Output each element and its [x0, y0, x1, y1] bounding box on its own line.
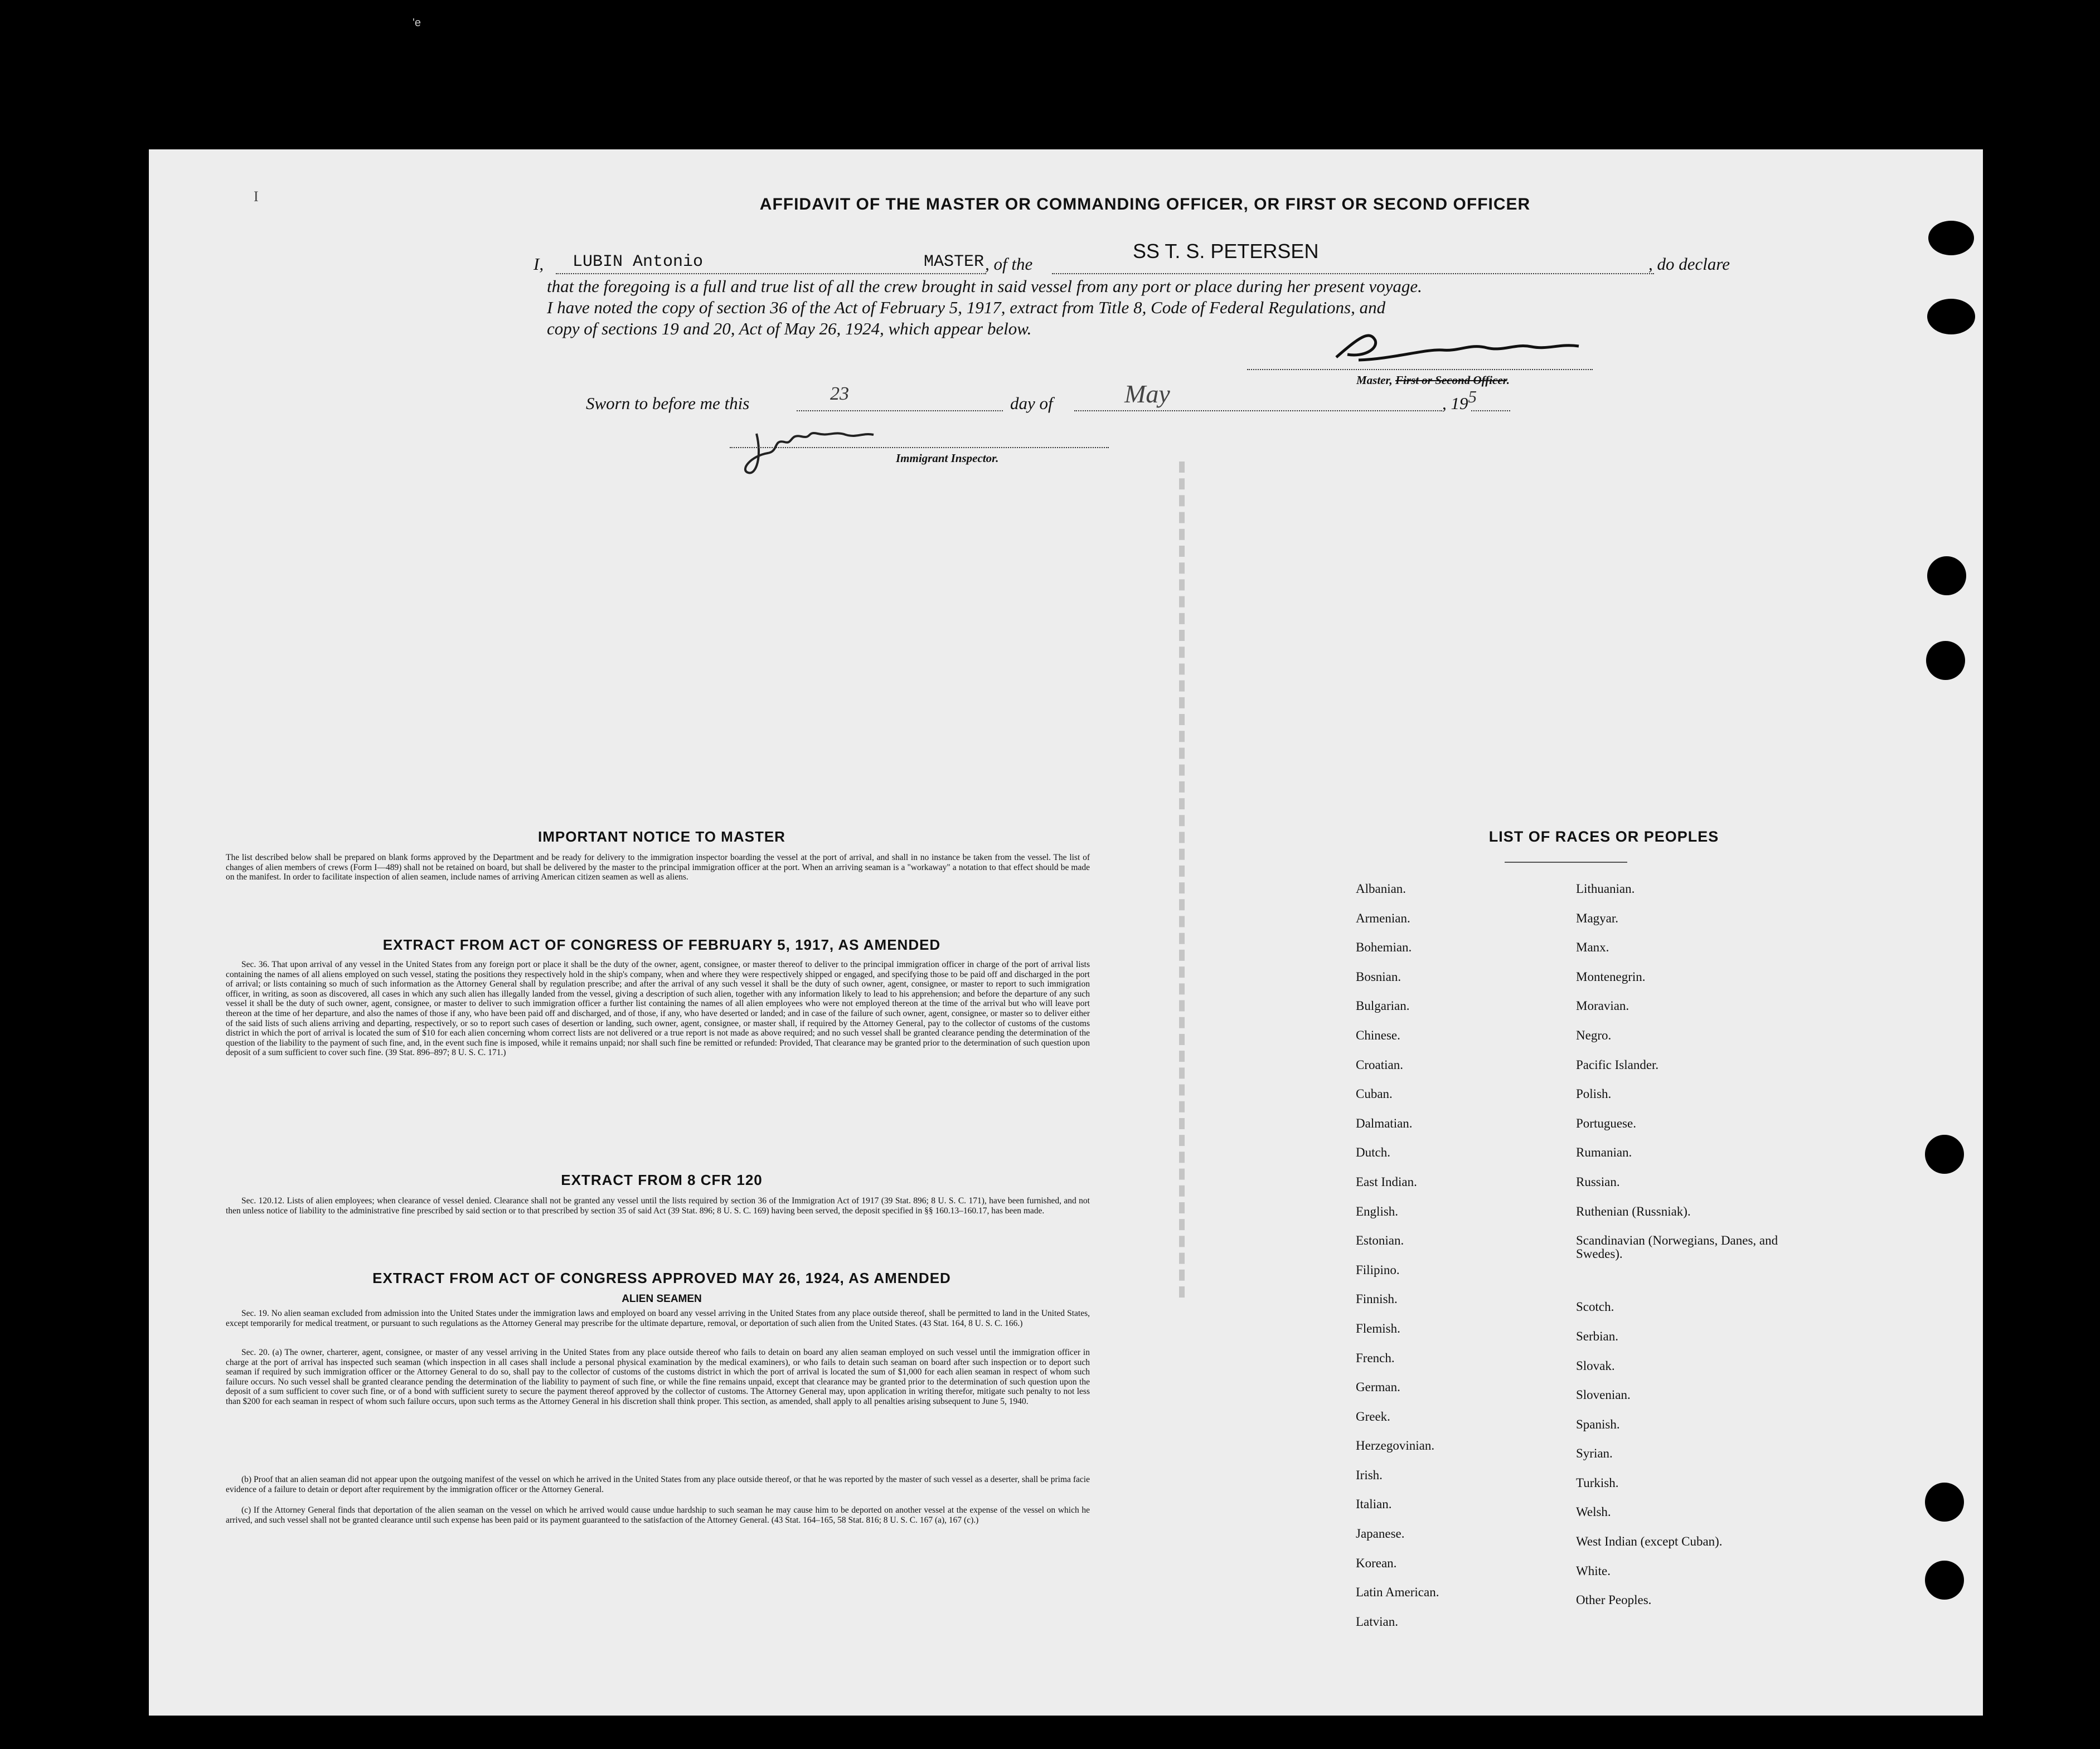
race-item: Cuban.	[1356, 1087, 1393, 1101]
race-item: Turkish.	[1576, 1475, 1619, 1490]
extract-1917-text: Sec. 36. That upon arrival of any vessel in the United States from any foreign port or place it shall be the duty of the owner, agent, consignee, or master thereof to deliver to the principal immigration officer in charge of the port of arrival lists containing the names of all aliens employed on such vessel, stating the positions they respectively hold in the ship's company, when and where they were respectively shipped or engaged, and specifying those to be paid off and discharged in the port of arrival; or lists containing so much of such information as the Attorney General shall by regulation prescribe; and after the arrival of any such vessel it shall be the duty of such owner, agent, consignee, or master to report to such immigration officer, in writing, as soon as discovered, all cases in which any such alien has illegally landed from the vessel, giving a description of such alien, together with any information likely to lead to his apprehension; and before the departure of any such vessel it shall be the duty of such owner, agent, consignee, or master to deliver to such immigration officer a further list containing the names of all alien employees who were not employed thereon at the time of the arrival but who will leave port thereon at the time of her departure, and also the names of those if any, who have been paid off and discharged, and of those, if any, who have deserted or landed; and in case of the failure of such owner, agent, consignee, or master so to deliver either of the said lists of such aliens arriving and departing, respectively, or so to report such cases of desertion or landing, such owner, agent, consignee, or master shall, if required by the Attorney General, pay to the collector of customs of the customs district in which the port of arrival is located the sum of $10 for each alien concerning whom correct lists are not delivered or a true report is not made as above required; and no such vessel shall be granted clearance pending the determination of the question of the liability to the payment of such fine, and, in the event such fine is imposed, while it remains unpaid; nor shall such fine be remitted or refunded: Provided, That clearance may be granted prior to the determination of such question upon deposit of a sum sufficient to cover such fine. (39 Stat. 896–897; 8 U. S. C. 171.)	[226, 960, 1090, 1058]
extract-8cfr-text: Sec. 120.12. Lists of alien employees; when clearance of vessel denied. Clearance shall not be granted any vessel until the lists required by section 36 of the Immigration Act of 1917 (39 Stat. 896; 8 U. S. C. 171), have been furnished, and not then unless notice of liability to the administrative fine prescribed by said section or to that prescribed by section 35 of said Act (39 Stat. 896; 8 U. S. C. 169) having been served, the deposit specified in §§ 160.13–160.17, has been made.	[226, 1196, 1090, 1216]
race-item: Irish.	[1356, 1468, 1383, 1482]
master-name-field: LUBIN Antonio	[573, 252, 704, 271]
races-column-2	[1576, 875, 1799, 1615]
race-item: Spanish.	[1576, 1417, 1620, 1431]
race-item: Armenian.	[1356, 911, 1410, 925]
race-item: Herzegovinian.	[1356, 1439, 1435, 1453]
affidavit-line-3: copy of sections 19 and 20, Act of May 26, 1924, which appear below.	[547, 319, 1032, 338]
sec-20a-text: Sec. 20. (a) The owner, charterer, agent, consignee, or master of any vessel arriving in the United States from any place outside thereof who fails to detain on board any alien seaman employed on such vessel until the immigration officer in charge at the port of arrival has inspected such seaman (which inspection in all cases shall include a personal physical examination by the medical examiners), or who fails to detain such seaman on board after such inspection or to deport such seaman if required by such immigration officer or the Attorney General to do so, shall pay to the collector of customs of the customs district in which the port of arrival is located the sum of $1,000 for each alien seaman in respect of whom such failure occurs. No such vessel shall be granted clearance pending the determination of the liability to payment of such fine, or while the fine remains unpaid, except that clearance may be granted prior to the determination of such question upon the deposit of a sum sufficient to cover such fine, or of a bond with sufficient surety to secure the payment thereof approved by the collector of customs. The Attorney General may, upon application in writing therefor, mitigate such penalty to not less than $200 for each seaman in respect of whom such failure occurs, upon such terms as the Attorney General in his discretion shall think proper. This section, as amended, shall apply to all penalties arising subsequent to June 5, 1940.	[226, 1348, 1090, 1406]
race-item: Estonian.	[1356, 1233, 1404, 1248]
vessel-name-field: SS T. S. PETERSEN	[1133, 240, 1319, 263]
race-item: Finnish.	[1356, 1292, 1398, 1306]
race-item: West Indian (except Cuban).	[1576, 1534, 1723, 1549]
punch-hole	[1927, 556, 1966, 595]
race-item: Dalmatian.	[1356, 1116, 1413, 1130]
notice-text: The list described below shall be prepared on blank forms approved by the Department and be ready for delivery to the immigration inspector boarding the vessel at the port of arrival, and shall in no instance be taken from the vessel. The list of changes of alien members of crews (Form I—489) shall not be retained on board, but shall be delivered by the master to the principal immigration officer at the port. When an arriving seaman is a "workaway" a notation to that effect should be made on the manifest. In order to facilitate inspection of alien seamen, include names of arriving American citizen seamen as well as aliens.	[226, 853, 1090, 882]
extract-8cfr-title: EXTRACT FROM 8 CFR 120	[561, 1172, 763, 1188]
race-item: Welsh.	[1576, 1505, 1611, 1519]
signer-caption	[1356, 373, 1510, 387]
race-item: Ruthenian (Russniak).	[1576, 1204, 1691, 1218]
inspector-caption: Immigrant Inspector.	[896, 451, 999, 465]
race-item: Dutch.	[1356, 1145, 1390, 1160]
alien-seamen-subtitle: ALIEN SEAMEN	[622, 1293, 702, 1305]
race-item: Croatian.	[1356, 1057, 1403, 1072]
race-item: Chinese.	[1356, 1028, 1400, 1042]
sec-20b-text: (b) Proof that an alien seaman did not appear upon the outgoing manifest of the vessel on which he arrived in the United States from any place outside thereof, or that he was reported by the master of such vessel as a deserter, shall be prima facie evidence of a failure to detain or deport after requirement by the immigration officer or the Attorney General.	[226, 1475, 1090, 1494]
race-item: East Indian.	[1356, 1174, 1417, 1189]
year-suffix: 5	[1468, 387, 1477, 406]
inspector-signature	[740, 422, 885, 484]
race-item: German.	[1356, 1380, 1400, 1395]
race-item: Polish.	[1576, 1087, 1612, 1101]
affidavit-title: AFFIDAVIT OF THE MASTER OR COMMANDING OFFICER, OR FIRST OR SECOND OFFICER	[759, 195, 1531, 213]
month-line	[1074, 410, 1442, 411]
race-item: White.	[1576, 1563, 1611, 1578]
race-item: Magyar.	[1576, 911, 1619, 925]
race-item: Montenegrin.	[1576, 969, 1646, 984]
punch-hole	[1927, 299, 1975, 334]
punch-hole	[1925, 1135, 1964, 1174]
race-item: Latvian.	[1356, 1614, 1398, 1629]
punch-hole	[1925, 1483, 1964, 1522]
document-sheet	[149, 149, 1983, 1716]
race-item: Lithuanian.	[1576, 882, 1635, 896]
vessel-line	[1052, 273, 1654, 274]
sworn-day-line	[797, 410, 1003, 411]
day-of-label: day of	[1010, 393, 1053, 413]
affidavit-line-1: that the foregoing is a full and true list of all the crew brought in said vessel from any port or place during her present voyage.	[547, 276, 1422, 296]
race-item: Flemish.	[1356, 1321, 1400, 1335]
race-item: Slovenian.	[1576, 1388, 1631, 1402]
race-item: Other Peoples.	[1576, 1593, 1652, 1607]
race-item: English.	[1356, 1204, 1399, 1218]
race-item: Pacific Islander.	[1576, 1057, 1659, 1072]
punch-hole	[1926, 641, 1965, 680]
sworn-day-field: 23	[830, 383, 849, 404]
master-rank-field: MASTER	[924, 252, 984, 271]
race-item: Bohemian.	[1356, 940, 1412, 955]
race-item: Scotch.	[1576, 1300, 1614, 1314]
race-item: Russian.	[1576, 1174, 1620, 1189]
race-item: French.	[1356, 1350, 1395, 1365]
race-item: Korean.	[1356, 1556, 1397, 1570]
inspector-signature-line	[730, 447, 1109, 448]
signer-caption-end: .	[1506, 373, 1510, 387]
name-line	[556, 273, 986, 274]
race-item: Bulgarian.	[1356, 999, 1410, 1013]
race-item: Slovak.	[1576, 1358, 1615, 1373]
declare-label: , do declare	[1648, 254, 1730, 274]
race-item: Filipino.	[1356, 1262, 1400, 1277]
pronoun-label: I,	[534, 254, 544, 274]
race-item: Serbian.	[1576, 1329, 1619, 1343]
races-title: LIST OF RACES OR PEOPLES	[1488, 828, 1719, 845]
extract-1924-title: EXTRACT FROM ACT OF CONGRESS APPROVED MAY 26, 1924, AS AMENDED	[372, 1270, 951, 1286]
affidavit-line-2: I have noted the copy of section 36 of the Act of February 5, 1917, extract from Title 8, Code of Federal Regulations, and	[547, 298, 1386, 317]
race-item: Moravian.	[1576, 999, 1629, 1013]
signer-caption-master: Master,	[1356, 373, 1393, 387]
master-signature-line	[1247, 369, 1593, 370]
race-item: Latin American.	[1356, 1585, 1439, 1600]
race-item	[1576, 1264, 1799, 1293]
race-item: Manx.	[1576, 940, 1609, 955]
punch-hole	[1928, 221, 1974, 255]
sworn-label: Sworn to before me this	[586, 393, 750, 413]
races-column-1	[1356, 875, 1439, 1636]
races-title-rule	[1505, 862, 1627, 863]
race-item: Syrian.	[1576, 1446, 1613, 1461]
sec-19-text: Sec. 19. No alien seaman excluded from admission into the United States under the immigration laws and employed on board any vessel arriving in the United States from any place outside thereof, shall be permitted to land in the United States, except temporarily for medical treatment, or pursuant to such regulations as the Attorney General may prescribe for the ultimate departure, removal, or deportation of such alien from the United States. (43 Stat. 164, 8 U. S. C. 166.)	[226, 1309, 1090, 1328]
signer-caption-struck: First or Second Officer	[1395, 373, 1507, 387]
punch-hole	[1925, 1561, 1964, 1600]
master-signature	[1325, 327, 1604, 366]
extract-1917-title: EXTRACT FROM ACT OF CONGRESS OF FEBRUARY 5, 1917, AS AMENDED	[382, 936, 941, 953]
race-item: Japanese.	[1356, 1527, 1405, 1541]
notice-title: IMPORTANT NOTICE TO MASTER	[538, 828, 785, 845]
top-edge-mark: 'e	[413, 17, 421, 29]
bleed-marks	[1179, 461, 1229, 1298]
sworn-month-field: May	[1124, 380, 1170, 408]
year-prefix: , 19	[1442, 393, 1468, 413]
race-item: Albanian.	[1356, 882, 1407, 896]
race-item: Scandinavian (Norwegians, Danes, and Swedes).	[1576, 1233, 1778, 1261]
race-item: Italian.	[1356, 1497, 1392, 1512]
race-item: Negro.	[1576, 1028, 1612, 1042]
race-item: Bosnian.	[1356, 969, 1401, 984]
sec-20c-text: (c) If the Attorney General finds that deportation of the alien seaman on the vessel on which he arrived would cause undue hardship to such seaman he may cause him to be deported on another vessel at the expense of the vessel on which he arrived, and such vessel shall not be granted clearance until such expense has been paid or its payment guaranteed to the satisfaction of the Attorney General. (43 Stat. 164–165, 58 Stat. 816; 8 U. S. C. 167 (a), 167 (c).)	[226, 1505, 1090, 1525]
year-line	[1471, 410, 1510, 411]
of-the-label: , of the	[985, 254, 1033, 274]
race-item: Greek.	[1356, 1409, 1390, 1424]
corner-mark: I	[254, 188, 259, 205]
race-item: Portuguese.	[1576, 1116, 1636, 1130]
race-item: Rumanian.	[1576, 1145, 1632, 1160]
